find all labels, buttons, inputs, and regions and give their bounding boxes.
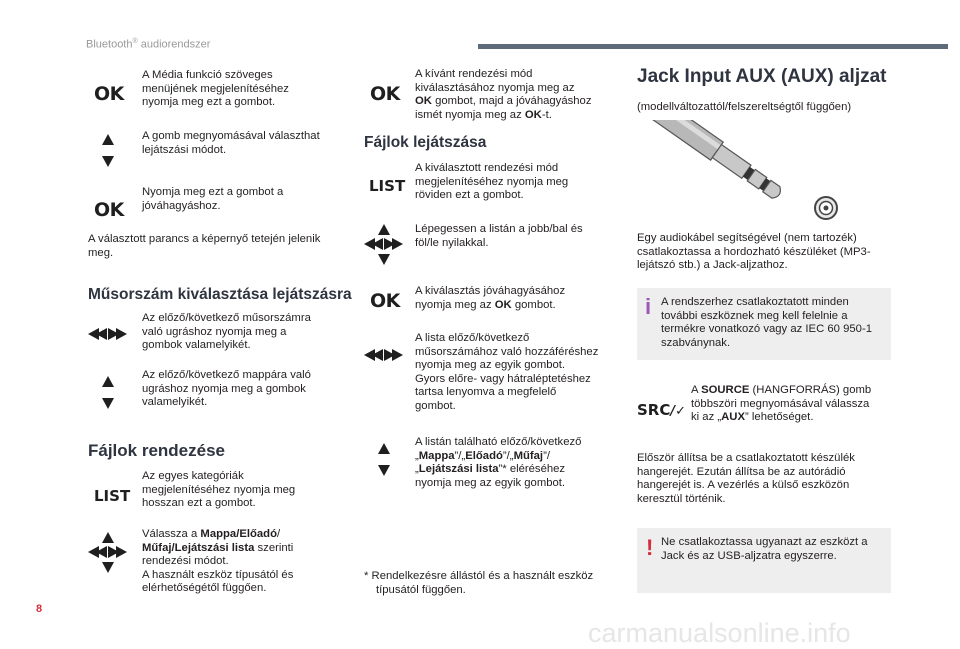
select-sort-text: A kívánt rendezési mód kiválasztásához nyomja meg az OK gombot, majd a jóváhagyáshoz ismét nyomja meg az OK-t.	[415, 68, 592, 121]
aux-connect-text: Egy audiokábel segítségével (nem tartozék) csatlakoztassa a hordozható készüléket (MP3- lejátszó stb.) a Jack-aljzathoz.	[637, 232, 871, 272]
jack-plug-illustration	[640, 120, 850, 225]
four-way-arrows-icon	[88, 532, 128, 574]
footnote: * Rendelkezésre állástól és a használt eszköz típusától függően.	[364, 570, 594, 596]
categories-text: Az egyes kategóriák megjelenítéséhez nyomja meg hosszan ezt a gombot.	[142, 470, 296, 510]
warning-text: Ne csatlakoztassa ugyanazt az eszközt a Jack és az USB-aljzatra egyszerre.	[661, 536, 868, 562]
list-button-icon: LIST	[369, 177, 406, 195]
media-menu-text: A Média funkció szöveges menüjének megjelenítéséhez nyomja meg ezt a gombot.	[142, 69, 289, 109]
navigate-list-text: Lépegessen a listán a jobb/bal és föl/le nyilakkal.	[415, 223, 583, 249]
volume-instructions-text: Először állítsa be a csatlakoztatott készülék hangerejét. Ezután állítsa be az autórádió hangerejét is. A vezérlés a külső eszközön keresztül történik.	[637, 452, 855, 505]
section-title-track-select: Műsorszám kiválasztása lejátszásra	[88, 286, 352, 303]
section-title-file-sort: Fájlok rendezése	[88, 441, 226, 460]
info-box	[637, 288, 891, 360]
info-icon: i	[645, 294, 652, 319]
prev-next-arrows-icon	[88, 328, 128, 341]
source-select-text: A SOURCE (HANGFORRÁS) gomb többszöri megnyomásával válassza ki az „AUX” lehetőséget.	[691, 384, 872, 424]
page-header-title: Bluetooth® audiorendszer	[86, 38, 211, 51]
warning-box	[637, 528, 891, 593]
warning-icon: !	[646, 535, 654, 560]
section-title-file-play: Fájlok lejátszása	[364, 134, 487, 151]
watermark: carmanualsonline.info	[588, 618, 851, 648]
sort-mode-text: Válassza a Mappa/Előadó/ Műfaj/Lejátszási lista szerinti rendezési módot. A használt eszköz típusától és elérhetőségétől függően.	[142, 528, 294, 595]
ok-button-icon: OK	[370, 290, 400, 312]
folder-skip-text: Az előző/következő mappára való ugráshoz nyomja meg a gombok valamelyikét.	[142, 369, 311, 409]
playback-mode-text: A gomb megnyomásával választhat lejátszási módot.	[142, 130, 320, 156]
header-bar	[478, 44, 948, 49]
source-button-icon: SRC/✓	[637, 401, 687, 419]
ok-button-icon: OK	[370, 83, 400, 105]
track-skip-text: Az előző/következő műsorszámra való ugráshoz nyomja meg a gombok valamelyikét.	[142, 312, 311, 352]
show-sort-text: A kiválasztott rendezési mód megjelenítéséhez nyomja meg röviden ezt a gombot.	[415, 162, 569, 202]
command-note: A választott parancs a képernyő tetején jelenik meg.	[88, 233, 321, 259]
four-way-arrows-icon	[364, 224, 404, 266]
section-subtitle: (modellváltozattól/felszereltségtől függően)	[637, 101, 852, 113]
prev-next-arrows-icon	[364, 349, 404, 362]
list-button-icon: LIST	[94, 487, 131, 505]
list-folder-access-text: A listán található előző/következő „Mappa”/„Előadó”/„Műfaj”/ „Lejátszási lista”* eléréséhez nyomja meg az egyik gombot.	[415, 436, 582, 489]
page-section-title: Jack Input AUX (AUX) aljzat	[637, 66, 887, 87]
ok-button-icon: OK	[94, 199, 124, 221]
list-track-access-text: A lista előző/következő műsorszámához való hozzáféréshez nyomja meg az egyik gombot. Gyors előre- vagy hátraléptetéshez tartsa lenyomva a megfelelő gombot.	[415, 332, 599, 412]
info-text: A rendszerhez csatlakoztatott minden további eszköznek meg kell felelnie a termékre vonatkozó vagy az IEC 60 950-1 szabványnak.	[661, 296, 872, 349]
confirm-selection-text: A kiválasztás jóváhagyásához nyomja meg az OK gombot.	[415, 285, 566, 311]
page-number: 8	[36, 603, 43, 615]
confirm-text: Nyomja meg ezt a gombot a jóváhagyáshoz.	[142, 186, 284, 212]
ok-button-icon: OK	[94, 83, 124, 105]
